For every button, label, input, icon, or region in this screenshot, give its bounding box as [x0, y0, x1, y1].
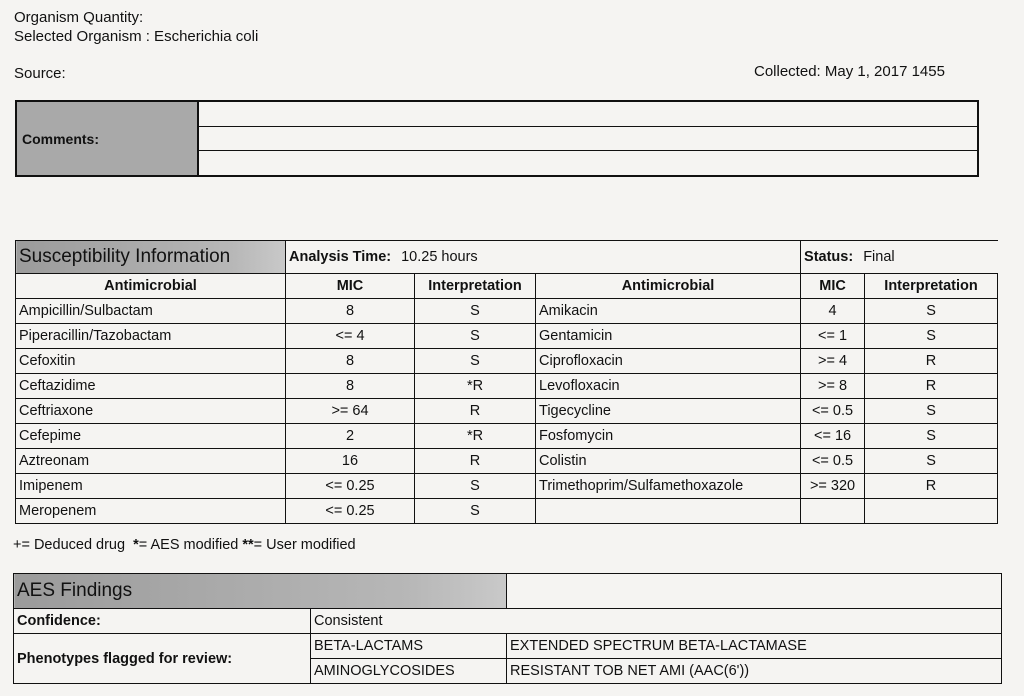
- interpretation-value: *R: [415, 374, 536, 399]
- interpretation-value: S: [415, 299, 536, 324]
- antimicrobial-name: Levofloxacin: [536, 374, 801, 399]
- antimicrobial-name: Ciprofloxacin: [536, 349, 801, 374]
- phenotype-class: BETA-LACTAMS: [311, 634, 507, 659]
- interpretation-value: R: [415, 399, 536, 424]
- mic-value: <= 16: [801, 424, 865, 449]
- aes-text: = AES modified: [138, 537, 239, 553]
- antimicrobial-name: [536, 499, 801, 524]
- aes-title-row: [14, 574, 1002, 609]
- antimicrobial-name: Cefepime: [16, 424, 286, 449]
- mic-value: 4: [801, 299, 865, 324]
- confidence-value: Consistent: [311, 609, 1002, 634]
- phenotype-finding: EXTENDED SPECTRUM BETA-LACTAMASE: [507, 634, 1002, 659]
- comments-lines: [199, 102, 977, 175]
- antimicrobial-name: Aztreonam: [16, 449, 286, 474]
- interpretation-value: [865, 499, 998, 524]
- collected-datetime: Collected: May 1, 2017 1455: [754, 63, 945, 80]
- interpretation-value: S: [865, 424, 998, 449]
- aes-title-blank: [507, 574, 1002, 609]
- confidence-label: Confidence:: [14, 609, 311, 634]
- interpretation-value: S: [865, 324, 998, 349]
- mic-value: 8: [286, 299, 415, 324]
- antimicrobial-name: Ampicillin/Sulbactam: [16, 299, 286, 324]
- analysis-time-label: Analysis Time:: [289, 249, 392, 265]
- interpretation-value: R: [865, 349, 998, 374]
- antimicrobial-name: Trimethoprim/Sulfamethoxazole: [536, 474, 801, 499]
- table-row: [16, 499, 998, 524]
- comment-line: [199, 102, 977, 127]
- mic-value: 2: [286, 424, 415, 449]
- col-interpretation-left: Interpretation: [415, 274, 536, 299]
- mic-value: >= 8: [801, 374, 865, 399]
- antimicrobial-name: Ceftazidime: [16, 374, 286, 399]
- col-mic-left: MIC: [286, 274, 415, 299]
- interpretation-value: R: [865, 374, 998, 399]
- mic-value: >= 320: [801, 474, 865, 499]
- comment-line: [199, 151, 977, 175]
- interpretation-value: R: [865, 474, 998, 499]
- analysis-time: [286, 241, 801, 274]
- table-row: [16, 474, 998, 499]
- organism-quantity-label: Organism Quantity:: [14, 9, 144, 26]
- mic-value: <= 0.25: [286, 474, 415, 499]
- table-row: [16, 349, 998, 374]
- comments-box: [15, 100, 979, 177]
- mic-value: >= 4: [801, 349, 865, 374]
- status-label: Status:: [804, 249, 854, 265]
- phenotype-finding: RESISTANT TOB NET AMI (AAC(6')): [507, 659, 1002, 684]
- comments-label: Comments:: [17, 102, 199, 175]
- table-row: [16, 324, 998, 349]
- status-value: Final: [863, 249, 895, 265]
- antimicrobial-name: Ceftriaxone: [16, 399, 286, 424]
- comment-line: [199, 127, 977, 152]
- interpretation-value: S: [865, 449, 998, 474]
- antimicrobial-name: Cefoxitin: [16, 349, 286, 374]
- col-mic-right: MIC: [801, 274, 865, 299]
- interpretation-value: S: [415, 474, 536, 499]
- col-antimicrobial-right: Antimicrobial: [536, 274, 801, 299]
- interpretation-value: S: [865, 399, 998, 424]
- column-header-row: [16, 274, 998, 299]
- analysis-time-value: 10.25 hours: [401, 249, 478, 265]
- antimicrobial-name: Meropenem: [16, 499, 286, 524]
- deduced-symbol: +: [13, 537, 22, 553]
- interpretation-value: *R: [415, 424, 536, 449]
- deduced-text: = Deduced drug: [21, 537, 126, 553]
- mic-value: <= 4: [286, 324, 415, 349]
- aes-findings-table: [13, 573, 1002, 684]
- mic-value: 16: [286, 449, 415, 474]
- antimicrobial-name: Tigecycline: [536, 399, 801, 424]
- aes-symbol: *: [133, 537, 139, 553]
- mic-value: 8: [286, 349, 415, 374]
- mic-value: [801, 499, 865, 524]
- mic-value: <= 0.25: [286, 499, 415, 524]
- interpretation-value: S: [865, 299, 998, 324]
- antimicrobial-name: Imipenem: [16, 474, 286, 499]
- aes-title: AES Findings: [14, 574, 507, 609]
- selected-organism: Selected Organism : Escherichia coli: [14, 28, 259, 45]
- antimicrobial-name: Fosfomycin: [536, 424, 801, 449]
- susceptibility-title-row: [16, 241, 998, 274]
- phenotype-row: [14, 634, 1002, 659]
- user-text: = User modified: [253, 537, 356, 553]
- table-row: [16, 399, 998, 424]
- mic-value: 8: [286, 374, 415, 399]
- mic-value: <= 1: [801, 324, 865, 349]
- antimicrobial-name: Piperacillin/Tazobactam: [16, 324, 286, 349]
- susceptibility-table: [15, 240, 998, 524]
- phenotype-class: AMINOGLYCOSIDES: [311, 659, 507, 684]
- susceptibility-title: Susceptibility Information: [16, 241, 286, 274]
- col-interpretation-right: Interpretation: [865, 274, 998, 299]
- col-antimicrobial-left: Antimicrobial: [16, 274, 286, 299]
- antimicrobial-name: Amikacin: [536, 299, 801, 324]
- phenotypes-label: Phenotypes flagged for review:: [14, 634, 311, 684]
- interpretation-value: S: [415, 349, 536, 374]
- legend: [13, 537, 356, 553]
- table-row: [16, 299, 998, 324]
- mic-value: <= 0.5: [801, 449, 865, 474]
- table-row: [16, 424, 998, 449]
- mic-value: <= 0.5: [801, 399, 865, 424]
- antimicrobial-name: Gentamicin: [536, 324, 801, 349]
- interpretation-value: S: [415, 499, 536, 524]
- antimicrobial-name: Colistin: [536, 449, 801, 474]
- user-symbol: **: [242, 537, 254, 553]
- table-row: [16, 374, 998, 399]
- interpretation-value: R: [415, 449, 536, 474]
- mic-value: >= 64: [286, 399, 415, 424]
- interpretation-value: S: [415, 324, 536, 349]
- table-row: [16, 449, 998, 474]
- source-label: Source:: [14, 65, 66, 82]
- confidence-row: [14, 609, 1002, 634]
- status: [801, 241, 998, 274]
